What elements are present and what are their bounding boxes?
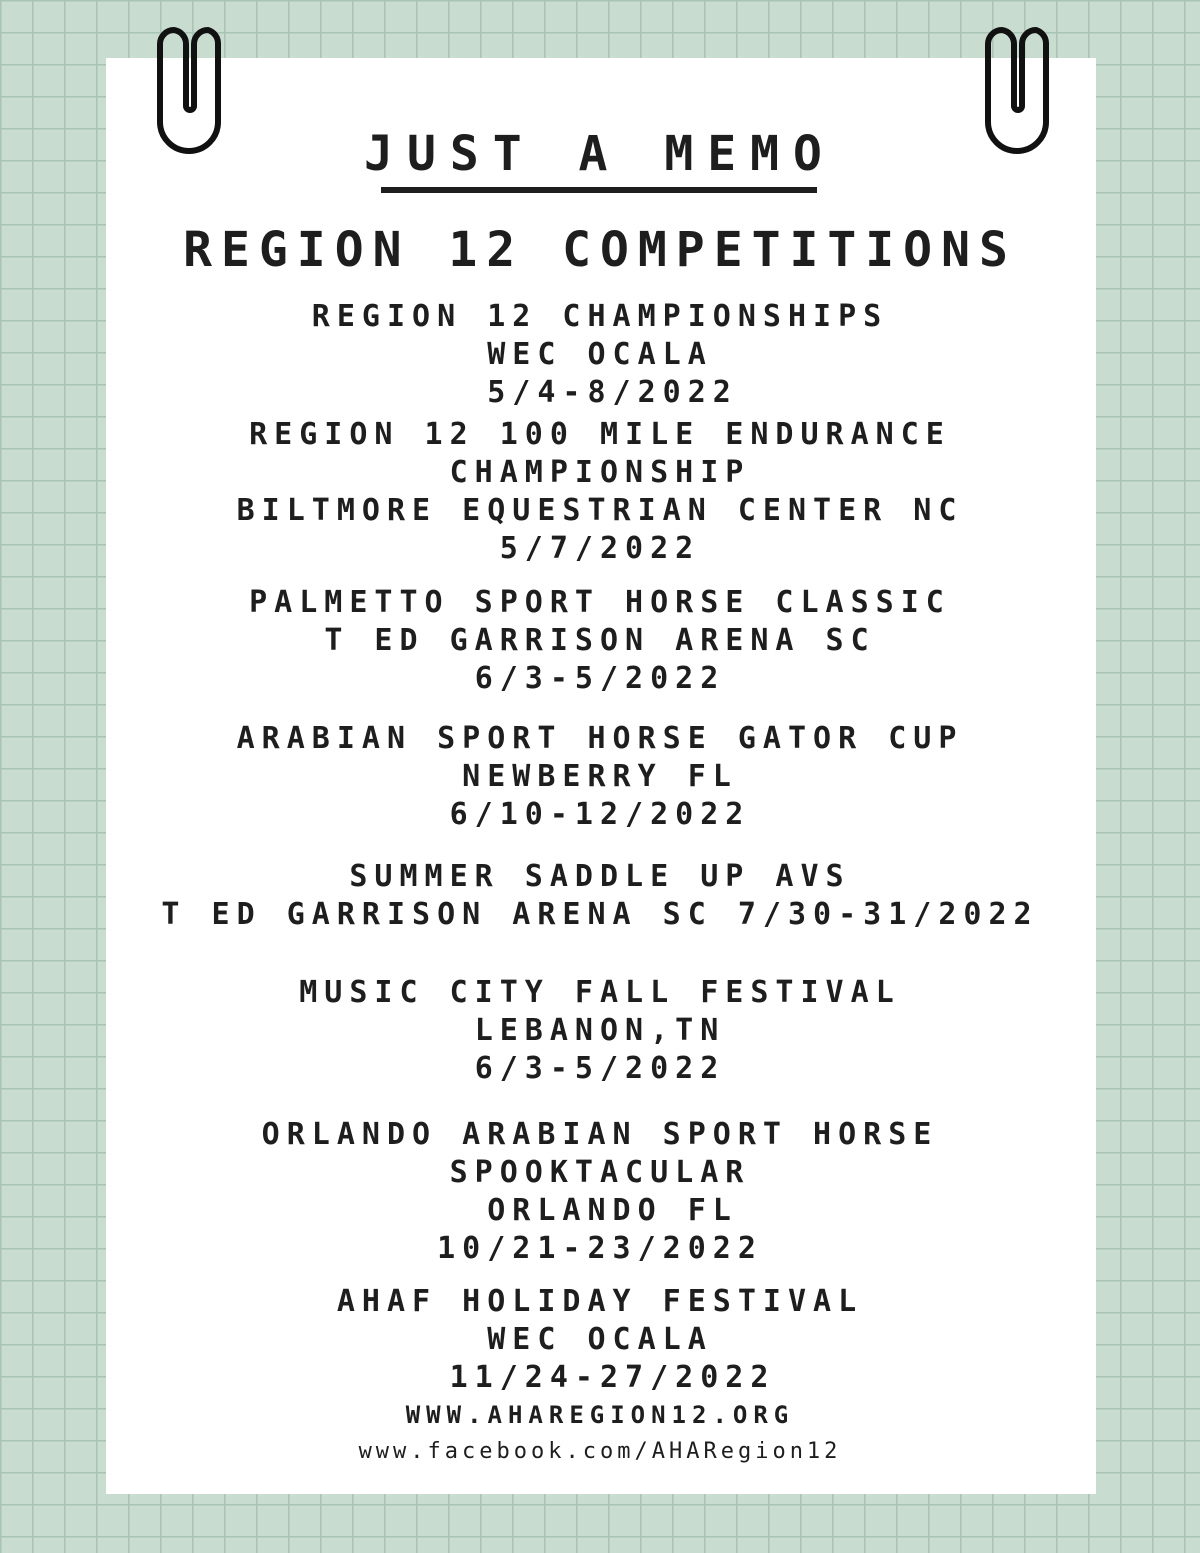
- event-line: 10/21-23/2022: [437, 1231, 763, 1266]
- event-line: MUSIC CITY FALL FESTIVAL: [299, 975, 901, 1010]
- event-line: 11/24-27/2022: [424, 1360, 776, 1395]
- event-line: 6/3-5/2022: [474, 1051, 726, 1086]
- event-line: PALMETTO SPORT HORSE CLASSIC: [249, 585, 951, 620]
- event-block: [0, 298, 1200, 412]
- event-line: CHAMPIONSHIP: [449, 455, 751, 490]
- facebook-link[interactable]: www.facebook.com/AHARegion12: [358, 1439, 842, 1464]
- event-line: LEBANON,TN: [474, 1013, 726, 1048]
- event-block: [0, 974, 1200, 1088]
- memo-title: JUST A MEMO: [364, 126, 836, 182]
- event-block: [0, 858, 1200, 934]
- event-line: 5/4-8/2022: [462, 375, 738, 410]
- event-line: AHAF HOLIDAY FESTIVAL: [336, 1284, 864, 1319]
- event-line: SPOOKTACULAR: [449, 1155, 751, 1190]
- event-line: T ED GARRISON ARENA SC: [324, 623, 876, 658]
- event-line: WEC OCALA: [487, 337, 713, 372]
- event-line: REGION 12 CHAMPIONSHIPS: [311, 299, 889, 334]
- event-block: [0, 1116, 1200, 1268]
- event-line: BILTMORE EQUESTRIAN CENTER NC: [236, 493, 964, 528]
- event-block: [0, 720, 1200, 834]
- event-block: [0, 1283, 1200, 1397]
- event-line: NEWBERRY FL: [462, 759, 738, 794]
- event-line: ORLANDO FL: [462, 1193, 738, 1228]
- memo-title-underline: [381, 187, 817, 193]
- event-line: T ED GARRISON ARENA SC 7/30-31/2022: [161, 897, 1039, 932]
- event-block: [0, 416, 1200, 568]
- event-line: ARABIAN SPORT HORSE GATOR CUP: [236, 721, 964, 756]
- event-line: 6/3-5/2022: [474, 661, 726, 696]
- event-line: REGION 12 100 MILE ENDURANCE: [249, 417, 951, 452]
- event-line: 5/7/2022: [499, 531, 701, 566]
- event-line: 6/10-12/2022: [449, 797, 751, 832]
- website-link[interactable]: WWW.AHAREGION12.ORG: [405, 1401, 795, 1429]
- event-block: [0, 584, 1200, 698]
- page-heading: REGION 12 COMPETITIONS: [183, 222, 1017, 278]
- event-line: ORLANDO ARABIAN SPORT HORSE: [261, 1117, 939, 1152]
- event-line: SUMMER SADDLE UP AVS: [349, 859, 851, 894]
- event-line: WEC OCALA: [487, 1322, 713, 1357]
